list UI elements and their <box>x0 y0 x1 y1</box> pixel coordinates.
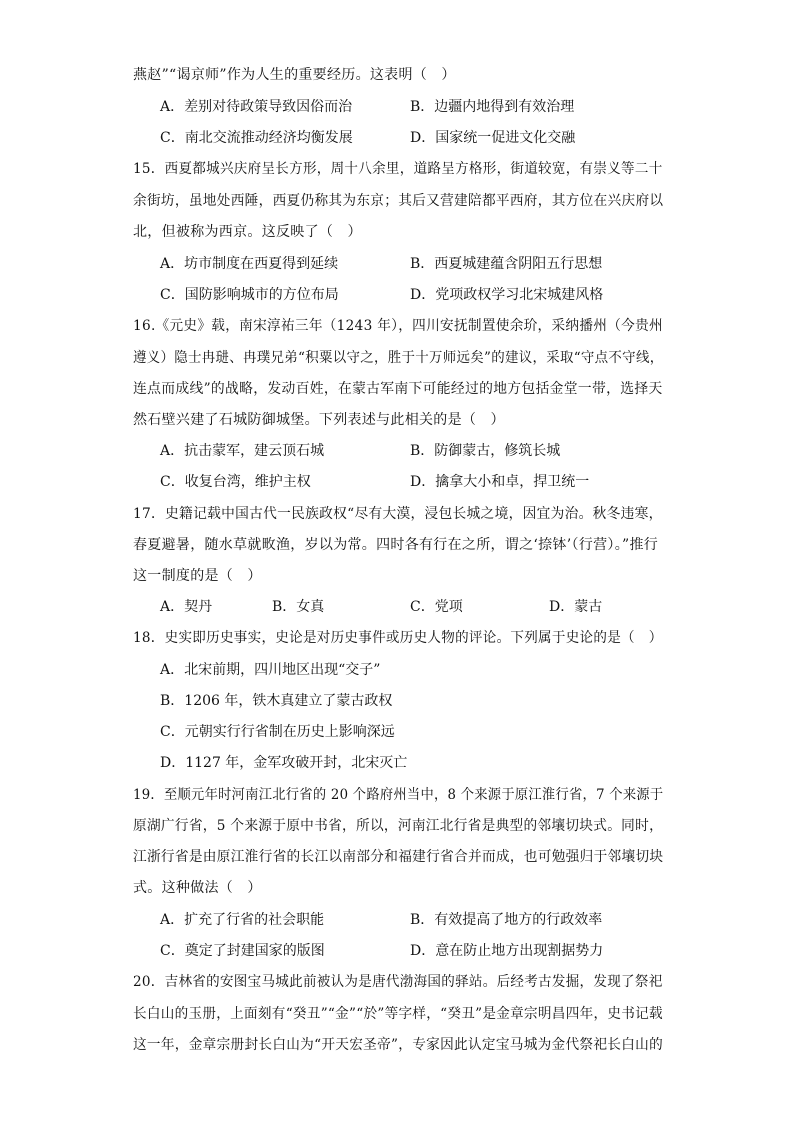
q17-option-d[interactable]: D．蒙古 <box>549 599 603 615</box>
q19-option-b[interactable]: B．有效提高了地方的行政效率 <box>410 912 603 928</box>
q19-stem-line-1: 19．至顺元年时河南江北行省的 20 个路府州当中，8 个来源于原江淮行省，7 个来源于 <box>133 787 664 803</box>
q17-option-a[interactable]: A．契丹 <box>160 599 213 615</box>
q17-stem-line-3: 这一制度的是（ ） <box>133 568 262 584</box>
q20-stem-line-1: 20．吉林省的安图宝马城此前被认为是唐代渤海国的驿站。后经考古发掘，发现了祭祀 <box>133 974 663 990</box>
q18-option-a[interactable]: A．北宋前期，四川地区出现“交子” <box>160 662 381 678</box>
q16-option-b[interactable]: B．防御蒙古，修筑长城 <box>410 443 561 459</box>
q20-stem-line-2: 长白山的玉册，上面刻有“癸丑”“金”“於”等字样，“癸丑”是金章宗明昌四年，史书记载 <box>133 1006 663 1022</box>
q19-option-d[interactable]: D．意在防止地方出现割据势力 <box>410 943 604 959</box>
q14-option-d[interactable]: D．国家统一促进文化交融 <box>410 130 576 146</box>
q19-option-c[interactable]: C．奠定了封建国家的版图 <box>160 943 325 959</box>
q14-option-c[interactable]: C．南北交流推动经济均衡发展 <box>160 130 353 146</box>
q19-stem-line-4: 式。这种做法（ ） <box>133 880 262 896</box>
q19-option-a[interactable]: A．扩充了行省的社会职能 <box>160 912 325 928</box>
q16-stem-line-2: 遵义）隐士冉琎、冉璞兄弟“积粟以守之，胜于十万师远矣”的建议，采取“守点不守线， <box>133 350 664 366</box>
q15-option-d[interactable]: D．党项政权学习北宋城建风格 <box>410 287 604 303</box>
q17-option-c[interactable]: C．党项 <box>410 599 463 615</box>
q15-stem-line-2: 余街坊，虽地处西陲，西夏仍称其为东京；其后又营建陪都平西府，其方位在兴庆府以 <box>133 193 664 209</box>
q18-option-d[interactable]: D．1127 年，金军攻破开封，北宋灭亡 <box>160 755 408 771</box>
q15-stem-line-1: 15．西夏都城兴庆府呈长方形，周十八余里，道路呈方格形，街道较宽，有崇义等二十 <box>133 161 663 177</box>
q16-option-a[interactable]: A．抗击蒙军，建云顶石城 <box>160 443 325 459</box>
q14-option-b[interactable]: B．边疆内地得到有效治理 <box>410 99 575 115</box>
q15-stem-line-3: 北，但被称为西京。这反映了（ ） <box>133 224 362 240</box>
q19-stem-line-2: 原湖广行省，5 个来源于原中书省，所以，河南江北行省是典型的邻壤切块式。同时， <box>133 818 664 834</box>
q16-stem-line-3: 连点而成线”的战略，发动百姓，在蒙古军南下可能经过的地方包括金堂一带，选择天 <box>133 381 663 397</box>
q18-stem-line-1: 18．史实即历史事实，史论是对历史事件或历史人物的评论。下列属于史论的是（ ） <box>133 630 663 646</box>
q14-stem-tail: 燕赵”“谒京师”作为人生的重要经历。这表明（ ） <box>133 67 456 83</box>
q17-stem-line-2: 春夏避暑，随水草就畋渔，岁以为常。四时各有行在之所，谓之‘捺钵’（行营）。”推行 <box>133 537 659 553</box>
q18-option-c[interactable]: C．元朝实行行省制在历史上影响深远 <box>160 724 395 740</box>
q16-stem-line-4: 然石壁兴建了石城防御城堡。下列表述与此相关的是（ ） <box>133 412 505 428</box>
q17-option-b[interactable]: B．女真 <box>272 599 325 615</box>
q16-stem-line-1: 16.《元史》载，南宋淳祐三年（1243 年），四川安抚制置使余玠，采纳播州（今贵州 <box>133 318 663 334</box>
q14-option-a[interactable]: A．差别对待政策导致因俗而治 <box>160 99 353 115</box>
q20-stem-line-3: 这一年，金章宗册封长白山为“开天宏圣帝”，专家因此认定宝马城为金代祭祀长白山的 <box>133 1037 664 1053</box>
q15-option-c[interactable]: C．国防影响城市的方位布局 <box>160 287 339 303</box>
q16-option-c[interactable]: C．收复台湾，维护主权 <box>160 474 311 490</box>
q19-stem-line-3: 江浙行省是由原江淮行省的长江以南部分和福建行省合并而成，也可勉强归于邻壤切块 <box>133 849 664 865</box>
q17-stem-line-1: 17．史籍记载中国古代一民族政权“尽有大漠，浸包长城之境，因宜为治。秋冬违寒， <box>133 506 663 522</box>
q15-option-b[interactable]: B．西夏城建蕴含阴阳五行思想 <box>410 256 603 272</box>
q16-option-d[interactable]: D．擒拿大小和卓，捍卫统一 <box>410 474 590 490</box>
q18-option-b[interactable]: B．1206 年，铁木真建立了蒙古政权 <box>160 693 393 709</box>
q15-option-a[interactable]: A．坊市制度在西夏得到延续 <box>160 256 339 272</box>
